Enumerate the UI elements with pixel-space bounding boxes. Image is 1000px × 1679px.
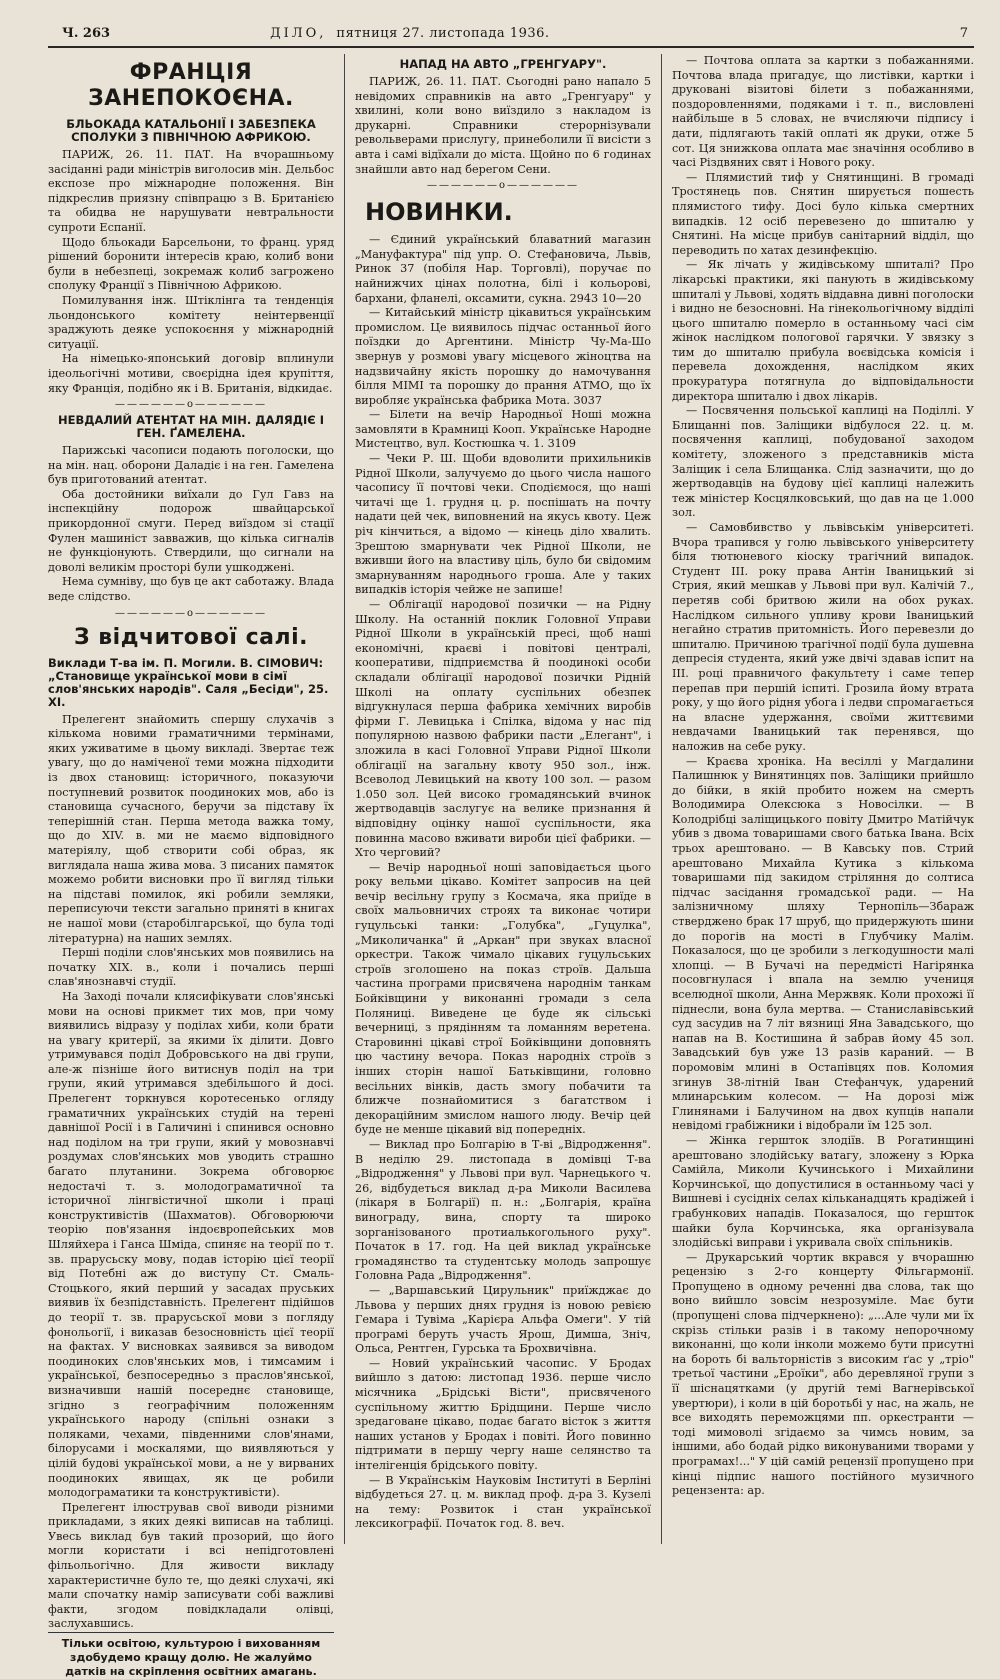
page-header — [48, 22, 974, 48]
issue-date: пятниця 27. листопада 1936. — [336, 25, 550, 41]
news-item: — Виклад про Болгарію в Т-ві „Відродження". В неділю 29. листопада в домівці Т-ва „Відродження" у Львові при вул. Чарнецького ч. 26, відбудеться виклад д-ра Миколи Василева (лікаря в Болгарії) п. н.: „Болгарія, країна винограду, вина, спорту та широко зорганізованого протиалькогольного руху". Початок в 17. год. На цей виклад українське громадянство та студентську молодь запрошує Головна Рада „Відродження". — [355, 1137, 651, 1283]
headline-news: НОВИНКИ. — [365, 198, 513, 227]
news-item: — Облігації народової позички — на Рідну Школу. На останній поклик Головної Управи Рідної Школи в українській пресі, щоб наші економічні, краєві і повітові централі, кооперативи, підприємства й поодинокі особи складали облігації народової позички Рідній Школі на оплату суспільних обезпек відгукнулася перша фабрика хемічних виробів фірми Г. Левицька і Спілка, відома у нас під популярною назвою фабрики пасти „Елегант", і зложила в касі Головної Управи Рідної Школи облігації на загальну квоту 950 зол., інж. Всеволод Левицький на квоту 100 зол. — разом 1.050 зол. Цей високо громадянський вчинок жертводавців заслугує на велике признання й відповідну оцінку нашої суспільности, яка повинна масово вживати вироби цієї фабрики. — Хто черговий? — [355, 598, 651, 860]
news-item: — Плямистий тиф у Снятинщині. В громаді Тростянець пов. Снятин ширується пошесть плямистого тифу. Досі було кілька смертних випадків. 12 осіб перевезено до шпиталю у Снятині. На місце прибув санітарний відділ, що переводить по хатах дезинфекцію. — [672, 170, 974, 257]
news-item: — Чеки Р. Ш. Щоби вдоволити прихильників Рідної Школи, залучуємо до цього числа нашого часопису її почтові чеки. Сподіємося, що наші читачі ще 1. грудня ц. р. поспішать на почту надати цей чек, виповнений на якусь квоту. Цеж річ кінчиться, а відомо — кінець діло хвалить. Зрештою змарнувати чек Рідної Школи, не вживши його на властиву ціль, було би свідомим змарнуванням народнього гроша. Але у таких випадків історія чейже не запише! — [355, 452, 651, 597]
article-paragraph: ПАРИЖ, 26. 11. ПАТ. Сьогодні рано напало 5 невідомих справників на авто „Гренгуару" у хвилині, коли воно виїздило з накладом із друкарні. Справники стерорнізували револьверами прислугу, принеболили її висісти з авта і самі відїхали до міста. Щойно по 6 годинах знайшли авто над берегом Сени. — [355, 75, 651, 176]
column-2 — [344, 54, 662, 1544]
divider: ——————o—————— — [426, 180, 580, 192]
footer-slogan: Тільки освітою, культурою і вихованням здобудемо кращу долю. Не жалуймо датків на скріплення освітних амагань. — [48, 1632, 334, 1679]
article-paragraph: Оба достойники виїхали до Гул Гавз на інспекційну подорож швайцарської прикордонної смуги. Перед виїздом зі стації Фулен машиніст завважив, що кілька сигналів не функціонують. Ствердили, що сигнали на доволі великім просторі були ушкоджені. — [48, 487, 334, 574]
page-number: 7 — [959, 25, 968, 41]
news-item: — Краєва хроніка. На весіллі у Магдалини Палишнюк у Винятинцях пов. Заліщики прийшло до бійки, в якій пробито ножем на смерть Володимира Олексюка з Новосілки. — В Колодрібці заліщицького повіту Дмитро Матійчук убив з двома товаришами свого батька Івана. Всіх трьох арештовано. — В Кавську пов. Стрий арештовано Михайла Кутика з кількома товаришами під закидом стріляння до солтиса підчас засідання громадської ради. — На залізничному шляху Тернопіль—Збараж стверджено брак 17 шруб, що придержують шини до порогів на мості в Глубчику Малім. Показалося, що це зробили з легкодушности малі хлопці. — В Бучачі на передмісті Нагірянка посовгнулася і впала на землю учениця вселюдної школи, Анна Мержвяк. Коли прохожі її піднесли, вона була мертва. — Станиславівський суд засудив на 7 літ вязниці Яна Завадського, що напав на В. Костишина й забрав йому 45 зол. Завадський був уже 13 разів караний. — В поромовім млині в Остапівцях пов. Коломия згинув 38-літній Іван Стефанчук, ударений млинарським колесом. — На дорозі між Глинянами і Балучином на двох купців напали невідомі грабіжники і відобрали їм 125 зол. — [672, 754, 974, 1133]
headline-france: ФРАНЦІЯ ЗАНЕПОКОЄНА. — [88, 60, 294, 111]
article-paragraph: ПАРИЖ, 26. 11. ПАТ. На вчорашньому засіданні ради міністрів виголосив мін. Дельбос експозе про міжнародне положення. Він підкреслив приязну співпрацю з В. Британією та обидва не нарушувати невтральности супроти Еспанії. — [48, 148, 334, 234]
news-item: — В Українськім Науковім Інституті в Берліні відбудеться 27. ц. м. виклад проф. д-ра З. Кузелі на тему: Розвиток і стан української лексикографії. Початок год. 8. веч. — [355, 1473, 651, 1531]
article-paragraph: Помилування інж. Штіклінга та тенденція льондонського комітету неінтервенції зраджують деяке успокоєння у міжнародній ситуації. — [48, 293, 334, 351]
article-paragraph: Щодо бльокади Барсельони, то франц. уряд рішений боронити інтересів краю, колиб вони були в небезпеці, зокремаж колиб загрожено сполуку Франції з Північною Африкою. — [48, 235, 334, 293]
news-item: — Вечір народньої ноші заповідається цього року вельми цікаво. Комітет запросив на цей вечір весільну групу з Космача, яка приїде в своїх мальовничих строях та виконає чотири гуцульські танки: „Голубка", „Гуцулка", „Миколичанка" й „Аркан" при звуках власної оркестри. Також чимало цікавих гуцульських строїв зголошено на показ строїв. Дальша частина програми присвячена народнім танкам Бойківщини у виконанні громади з села Поляниці. Виведене це буде як сільські вечерниці, з прядінням та ломанням веретена. Старовинні цікаві строї Бойківщини доповнять цю частину вечора. Показ народніх строїв з інших сторін нашої Батьківщини, головно весільних вінків, дасть змогу побачити та ближче познайомитися з багатством і декораційним змислом нашого люду. Вечір цей буде не менше цікавий від попередніх. — [355, 860, 651, 1137]
page-number-label: Ч. 263 — [62, 25, 111, 41]
news-item: — Як лічать у жидівському шпиталі? Про лікарські практики, які панують в жидівському шпиталі у Львові, ходять віддавна дивні поголоски і видно не безосновні. На гінекольогічному відділі цього шпиталю померло в останньому часі сім жінок наслідком пологової гарячки. У звязку з тим до шпиталю прибула воєвідська комісія і перевела дохождення, наслідком яких прокуратура потягнула до відповідальности директора шпиталю і двох лікарів. — [672, 258, 974, 403]
news-item: — „Варшавський Цирульник" приїжджає до Львова у перших днях грудня із новою ревією Гемара і Тувіма „Карієра Альфа Омеги". У тій програмі беруть участь Ярош, Димша, Зніч, Ольса, Рентген, Гурська та Брохвичівна. — [355, 1283, 651, 1356]
news-item: — Самовбивство у львівськім університеті. Вчора трапився у голю львівського університету біля тютюневого кіоску трагічний випадок. Студент III. року права Антін Іваницький зі Стрия, який мешкав у Львові при вул. Калічій 7., перетяв собі бритвою жили на обох руках. Наслідком сильного упливу крови Іваницький негайно стратив притомність. Його перевезли до шпиталю. Причиною трагічної події була душевна депресія студента, який уже двічі здавав іспит на III. році правничого факультету і саме тепер перепав при першій іспиті. Грозила йому втрата року, у що його рідня убога і ледви спромагається на власне удержання, своїми життєвими невдачами Іваницький так перенявся, що наложив на себе руку. — [672, 521, 974, 753]
news-item: — Почтова оплата за картки з побажаннями. Почтова влада пригадує, що листівки, картки і друковані візитові білети з побажаннями, поздоровленнями, подяками і т. п., висловлені найбільше в 5 словах, не вчисляючи підпису і дати, підлягають такій оплаті як друки, отже 5 сот. Ця знижкова оплата має значіння особливо в часі Різдвяних свят і Нового року. — [672, 54, 974, 170]
divider: ——————o—————— — [114, 607, 268, 619]
article-paragraph: Нема сумніву, що був це акт саботажу. Влада веде слідство. — [48, 575, 334, 604]
article-paragraph: На німецько-японський договір вплинули ідеольогічні мотиви, своєрідна ідея крупіття, яку Франція, подібно як і В. Британія, відкидає. — [48, 352, 334, 395]
subhead-lecture: Виклади Т-ва ім. П. Могили. В. СІМОВИЧ: „Становище української мови в сімї слов'янських народів". Саля „Бесіди", 25. XI. — [48, 655, 329, 709]
article-paragraph: Прелегент ілюстрував свої виводи різними прикладами, з яких деякі виписав на таблиці. Увесь виклад був такий прозорий, що його могли користати і всі непідготовлені фільольогічно. Для живости викладу характеристичне було те, що деякі слухачі, які мали спочатку намір записувати собі важливі факти, згодом повідкладали олівці, заслухавшись. — [48, 1500, 334, 1631]
news-item: — Білети на вечір Народньої Ноші можна замовляти в Крамниці Кооп. Українське Народне Мистецтво, вул. Костюшка ч. 1. 3109 — [355, 408, 651, 451]
news-item: — Жінка гершток злодіїв. В Рогатинщині арештовано злодійську ватагу, зложену з Юрка Самійла, Миколи Кучинського і Михайлини Корчинської, що допустилися в останньому часі у Вишневі і сусідніх селах кільканадцять крадіжей і грабункових нападів. Показалося, що гершток шайки була Корчинська, яка організувала злодійські виправи і укривала своїх спільників. — [672, 1133, 974, 1250]
news-item: — Китайський міністр цікавиться українським промислом. Це виявилось підчас останньої його поїздки до Аргентини. Міністр Чу-Ма-Шо звернув у розмові увагу місцевого жіноцтва на надзвичайну якість порошку до намочування білля МІМІ та порошку до прання АТМО, що їх виробляє українська фабрика Мота. 3037 — [355, 306, 651, 407]
article-paragraph: Парижські часописи подають поголоски, що на мін. нац. оборони Даладіє і на ген. Гамелена був приготований атентат. — [48, 444, 334, 487]
article-paragraph: Прелегент знайомить спершу слухачів з кількома новими граматичними термінами, яких уживатиме в цьому викладі. Звертає теж увагу, що до наміченої теми можна підходити із двох становищ: історичного, показуючи поступневий розвиток поодиноких мов, або із становища сучасного, беручи за підставу їх теперішній стан. Перша метода важка тому, що до XIV. в. ми не маємо відповідного матеріялу, щоб створити собі образ, як виглядала наша жива мова. З писаних памяток можемо робити висновки про її вигляд тільки на підставі помилок, які робили земляки, переписуючи тексти загально приняті в книгах не нашої мови (старобілгарської, що була тоді літературна) на наших землях. — [48, 712, 334, 945]
subhead-car-attack: НАПАД НА АВТО „ГРЕНГУАРУ". — [399, 57, 607, 71]
headline-lecture-hall: З відчитової салі. — [73, 624, 309, 650]
article-paragraph: На Заході почали клясифікувати слов'янські мови на основі прикмет тих мов, при чому виявились відразу у поділах хиби, коли брати на увагу критерії, за якими їх ділити. Довго утримувався поділ Добровського на дві групи, але-ж пізніше його витиснув поділ на три групи, який утримався здебільшого й досі. Прелегент торкнувся коротесенько огляду граматичних українських студій на терені давнішої Росії і в Галичині і спинився основно над поділом на три групи, який у мовознавчі роздумах слов'янських мов уводить страшно багато плутанини. Зокрема обговорює недостачі т. з. молодограматичної та історичної лінгвістичної школи і праці конструктивістів (Шахматов). Обговорюючи теорію пов'язання індоєвропейських мов Шляйхера і Ганса Шміда, спиняє на теорії по т. зв. прарусьску мову, подав історію цієї теорії від Потебні аж до виступу Ст. Смаль-Стоцького, який перший у засадах пруських виявив їх безпідставність. Прелегент підійшов до теорії т. зв. прарусьскої мови з погляду фонольогії, і виказав безосновність цієї теорії на фактах. У висновках заявився за виводом поодиноких слов'янських мов, і тимсамим і української, безпосередньо з праслов'янської, визначивши нашій посереднє становище, згідно з географічним положенням українського народу (спільні ознаки з поляками, чехами, південними слов'янами, білорусами і москалями, що виявляються у цілій будові української мови, а не у вирваних поодиноких явищах, як це робили молодограматики та конструктивісти). — [48, 989, 334, 1500]
subhead-blockade: БЛЬОКАДА КАТАЛЬОНІЇ І ЗАБЕЗПЕКА СПОЛУКИ З ПІВНІЧНОЮ АФРИКОЮ. — [66, 117, 316, 144]
news-item: — Посвячення польської каплиці на Поділлі. У Блищанні пов. Заліщики відбулося 22. ц. м. посвячення каплиці, побудованої заходом комітету, зложеного з представників міста Заліщик і села Блищанка. Слід зазначити, що до жертводавців на будову цієї каплиці належить теж міністер Косцялковський, що дав на це 1.000 зол. — [672, 404, 974, 520]
subhead-attempt: НЕВДАЛИЙ АТЕНТАТ НА МІН. ДАЛЯДІЄ І ГЕН. ҐАМЕЛЕНА. — [57, 413, 325, 441]
divider: ——————o—————— — [114, 399, 268, 411]
news-item: — Друкарський чортик вкрався у вчорашню рецензію з 2-го концерту Фільгармонії. Пропущено в одному реченні два слова, так що воно вийшло зовсім незрозуміле. Має бути (пропущені слова підчеркнено): „...Але чули ми їх скрізь стільки разів і в такому непорочному виконанні, що коли інколи можемо бути присутні на бороть бі вальторністів з високим ґас у „тріо" третьої частини „Ероїки", або деревляної групи з її шіснацятками (у другій темі Вагнерівської увертюри), і коли в цій боротьбі у нас, на жаль, не все виходять переможцями пп. оркестранти — тоді мимоволі згідаємо за чимсь новим, за іншими, або бодай рідко виконуваними творами у програмах!..." У цій самій рецензії пропущено при кінці підпис нашого постійного музичного рецензента: ар. — [672, 1250, 974, 1498]
masthead: ДІЛО, — [270, 25, 327, 41]
news-item: — Новий український часопис. У Бродах вийшло з датою: листопад 1936. перше число місячника „Брідські Вісти", присвяченого суспільному життю Брідщини. Перше число зредаговане цікаво, подає багато вісток з життя наших установ у Бродах і повіті. Його повинно підтримати в першу чергу наше селянство та інтелігенція брідського повіту. — [355, 1356, 651, 1473]
article-paragraph: Перші поділи слов'янських мов появились на початку XIX. в., коли і почались перші слав'янознавчі студії. — [48, 946, 334, 989]
column-3 — [662, 54, 974, 1544]
column-1 — [48, 54, 344, 1679]
news-item: — Єдиний український блаватний магазин „Мануфактура" під упр. О. Стефановича, Львів, Ринок 37 (побіля Нар. Торговлі), поручає по найнижчих цінах полотна, білі і кольорові, бархани, фланелі, оксамити, сукна. 2943 10—20 — [355, 233, 651, 305]
